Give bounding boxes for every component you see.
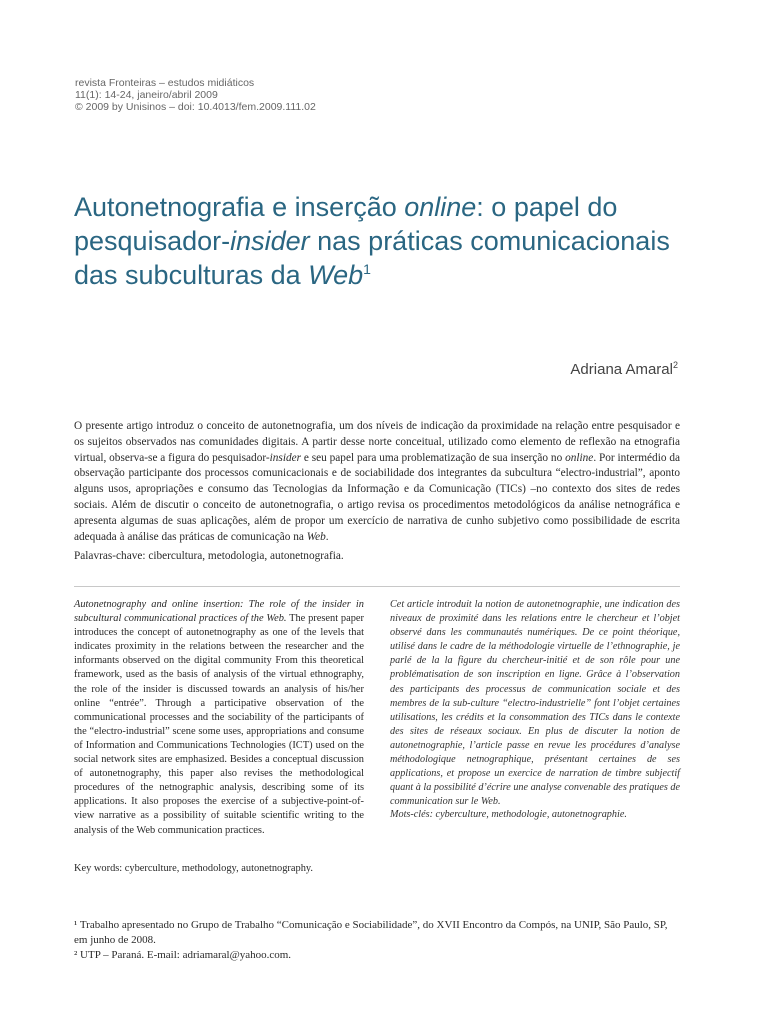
abstract-en-text: The present paper introduces the concept of autonetnography as one of the levels that indicates proximity in the relations between the researcher and the informants observed on the digital community From this theoretical framework, used as the basis of analysis of the virtual ethnography, the role of the insider is discussed towards an analysis of his/her online “entrée”. Through a participative observation of the communicational processes and the sociability of the participants of the “electro-industrial” scene some uses, appropriations and consume of Information and Communications Technologies (ICT) used on the social network sites are emphasized. Besides a conceptual discussion of autonetnography, this paper also revises the methodological procedures of the netnographic analysis, describing some of its applications. It also proposes the exercise of a subjective-point-of-view narrative as a possibility of suitable scientific writing to the analysis of the Web communication practices. (74, 613, 364, 836)
abstract-english (74, 598, 364, 838)
journal-header (75, 77, 475, 113)
journal-name: revista Fronteiras – estudos midiáticos (75, 77, 255, 89)
author-footnote-mark: 2 (672, 360, 678, 370)
title-italic-insider: insider (230, 226, 310, 256)
footnote-1: ¹ Trabalho apresentado no Grupo de Trabalho “Comunicação e Sociabilidade”, do XVII Encontro da Compós, na UNIP, São Paulo, SP, em junho de 2008. (74, 919, 668, 946)
section-divider (74, 586, 680, 587)
title-text-1: Autonetnografia e inserção (74, 192, 405, 222)
abstract-pt-text-c: . Por intermédio da observação participante dos processos comunicacionais e de sociabilidade dos integrantes da subcultura “electro-industrial”, aponto alguns usos, apropriações e consumo das Tecnologias da Informação e da Comunicação (TICs) –no contexto dos sites de redes sociais. Além de discutir o conceito de autonetnografia, o artigo revisa os procedimentos metodológicos da análise netnográfica e apresenta algumas de suas aplicações, além de propor um exercício de narrativa de cunho subjetivo como possibilidade de escrita adequada à análise das práticas de comunicação na (74, 451, 680, 543)
abstract-pt-web: Web (306, 530, 326, 543)
abstract-pt-insider: insider (269, 451, 302, 464)
article-title (74, 190, 714, 292)
journal-doi: © 2009 by Unisinos – doi: 10.4013/fem.2009.111.02 (75, 101, 316, 113)
abstract-portuguese (74, 419, 680, 545)
title-text-3: nas práticas comunicacionais das subculturas da (74, 226, 670, 290)
author (570, 360, 678, 378)
abstract-pt-text-b: e seu papel para uma problematização de sua inserção no (301, 451, 566, 464)
author-name: Adriana Amaral (570, 361, 673, 378)
footnotes (74, 918, 680, 963)
abstract-en-title: Autonetnography and online insertion: The role of the insider in subcultural communicational practices of the Web. (74, 599, 364, 625)
footnote-2: ² UTP – Paraná. E-mail: adriamaral@yahoo.com. (74, 949, 292, 961)
abstract-french: Cet article introduit la notion de autonetnographie, une indication des niveaux de proximité dans les relations entre le chercheur et l’objet observé dans les communautés numériques. De ce point théorique, utilisé dans le cadre de la méthodologie virtuelle de l’ethnographie, je parlé de la la figure du chercheur-initié et de son rôle pour une problématisation de son inscription en ligne. Grâce à l’observation des participants des processus de communication sociale et des membres de la sub-culture “electro-industrielle” font l’objet certaines utilisations, les crédits et la consommation des TICs dans le contexte des sites de réseaux sociaux. En plus de discuter la notion de autonetnographie, l’article passe en revue les procédures d’analyse méthodologique netnographique, présentant certaines de ses applications, et propose un exercice de narration de timbre subjectif quant à la possibilité d’écrire une analyse convenable des pratiques de communication sur le Web. (390, 599, 680, 808)
keywords-french: Mots-clés: cyberculture, methodologie, autonetnographie. (390, 809, 627, 820)
keywords-portuguese: Palavras-chave: cibercultura, metodologia, autonetnografia. (74, 550, 344, 562)
title-italic-web: Web (308, 260, 364, 290)
title-text-2: : o papel do pesquisador- (74, 192, 618, 256)
journal-issue: 11(1): 14-24, janeiro/abril 2009 (75, 89, 218, 101)
abstract-pt-online: online (565, 451, 594, 464)
abstract-pt-text-d: . (325, 530, 329, 543)
keywords-english: Key words: cyberculture, methodology, autonetnography. (74, 863, 314, 874)
title-footnote-mark: 1 (363, 261, 371, 277)
title-italic-online: online (404, 192, 477, 222)
abstract-pt-text-a: O presente artigo introduz o conceito de autonetnografia, um dos níveis de indicação da proximidade na relação entre pesquisador e os sujeitos observados nas comunidades digitais. A partir desse norte conceitual, utilizado como elemento de reflexão na etnografia virtual, observa-se a figura do pesquisador- (74, 420, 680, 464)
